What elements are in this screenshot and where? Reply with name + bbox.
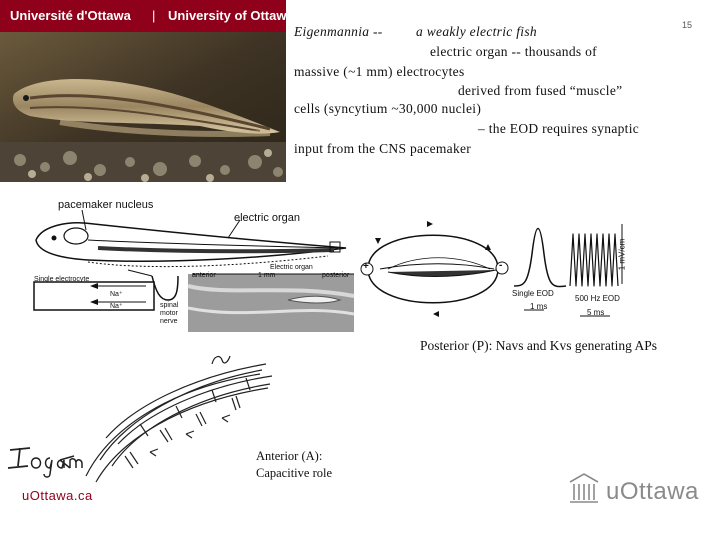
label-posterior: posterior	[322, 272, 350, 279]
label-anterior: anterior	[192, 272, 216, 279]
electric-field-diagram	[358, 214, 518, 328]
text-line-1-rest: a weakly electric fish	[416, 24, 537, 39]
header-english-name: University of Ottawa	[168, 8, 294, 23]
caption-posterior: Posterior (P): Navs and Kvs generating APs	[420, 338, 657, 353]
uottawa-url: uOttawa.ca	[22, 488, 93, 503]
text-line-3: massive (~1 mm) electrocytes	[294, 64, 465, 79]
label-500hz-eod: 500 Hz EOD	[575, 294, 620, 303]
label-na-2: Na⁺	[110, 303, 123, 310]
text-line-2: electric organ -- thousands of	[430, 44, 597, 59]
header-french-name: Université d'Ottawa	[10, 8, 131, 23]
slide-number: 15	[682, 20, 693, 30]
caption-anterior-line-2: Capacitive role	[256, 466, 333, 480]
label-na-1: Na⁺	[110, 291, 123, 298]
label-single-eod: Single EOD	[512, 289, 554, 298]
minus-electrode: -	[499, 260, 503, 271]
text-line-4: derived from fused “muscle”	[458, 83, 623, 98]
uottawa-building-logo-icon	[566, 470, 602, 504]
university-header-bar	[0, 0, 294, 32]
label-pacemaker-nucleus: pacemaker nucleus	[58, 199, 154, 211]
eigenmannia-photo	[0, 32, 286, 182]
text-line-1-title: Eigenmannia --	[294, 24, 383, 39]
plus-electrode: +	[363, 261, 369, 272]
label-single-electrocyte: Single electrocyte	[34, 276, 90, 283]
label-scale-1mm: 1 mm	[258, 272, 276, 279]
header-separator: |	[152, 8, 156, 23]
label-single-eod-scale: 1 ms	[530, 302, 548, 311]
caption-anterior-line-1: Anterior (A):	[256, 449, 323, 463]
label-electric-organ-small: Electric organ	[270, 264, 313, 271]
label-500hz-eod-scale: 5 ms	[587, 308, 605, 317]
text-line-6: – the EOD requires synaptic	[478, 121, 640, 136]
uottawa-wordmark: uOttawa	[606, 478, 699, 505]
label-spinal-motor-nerve: spinal motor nerve	[160, 302, 179, 325]
label-electric-organ: electric organ	[234, 212, 301, 224]
hand-drawn-electrocyte-sketch	[0, 348, 290, 488]
label-mv-scale: 1 mV/cm	[617, 238, 627, 271]
text-line-5: cells (syncytium ~30,000 nuclei)	[294, 101, 482, 116]
text-line-7: input from the CNS pacemaker	[294, 141, 472, 156]
